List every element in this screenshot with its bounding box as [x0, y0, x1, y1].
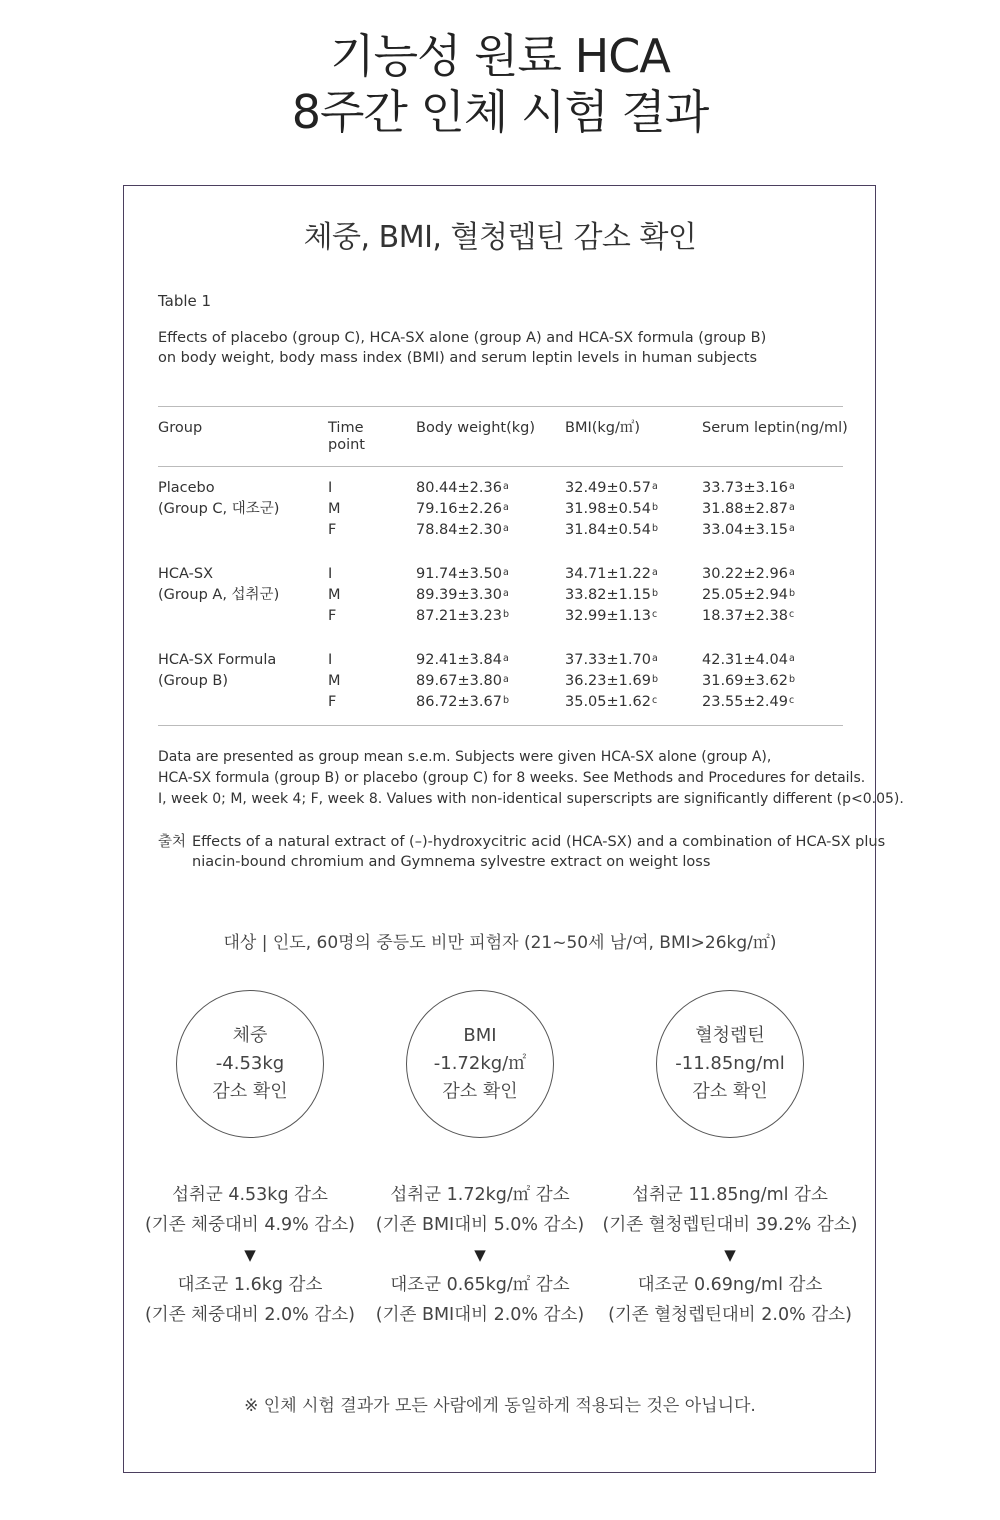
- superscript: a: [502, 481, 509, 492]
- time-point-cell: F: [328, 522, 337, 538]
- circle-leptin-value: -11.85ng/ml: [675, 1053, 785, 1074]
- value: 31.98±0.54: [565, 501, 651, 517]
- header-bmi: BMI(kg/㎡): [565, 420, 641, 436]
- compare-leptin-intake: 섭취군 11.85ng/ml 감소: [632, 1185, 828, 1205]
- time-point-cell: I: [328, 480, 333, 496]
- superscript: b: [788, 588, 795, 599]
- value: 34.71±1.22: [565, 566, 651, 582]
- compare-leptin-intake-pct: (기존 혈청렙틴대비 39.2% 감소): [602, 1215, 858, 1235]
- circle-leptin-note: 감소 확인: [692, 1081, 768, 1102]
- superscript: b: [502, 695, 509, 706]
- compare-leptin-control-pct: (기존 혈청렙틴대비 2.0% 감소): [608, 1305, 852, 1325]
- value: 32.99±1.13: [565, 608, 651, 624]
- group-name: HCA-SX: [158, 566, 213, 582]
- value: 92.41±3.84: [416, 652, 502, 668]
- body-weight-cell: [416, 520, 509, 541]
- circle-weight-title: 체중: [232, 1025, 268, 1046]
- superscript: a: [502, 567, 509, 578]
- superscript: c: [651, 609, 658, 620]
- source-text: [192, 832, 885, 872]
- table-caption-line1: Effects of placebo (group C), HCA-SX alone (group A) and HCA-SX formula (group B): [158, 330, 767, 346]
- body-weight-cell: [416, 585, 509, 606]
- table-bottom-rule: [158, 725, 843, 726]
- superscript: c: [788, 695, 795, 706]
- value: 32.49±0.57: [565, 480, 651, 496]
- value: 89.39±3.30: [416, 587, 502, 603]
- group-subname: (Group B): [158, 673, 229, 689]
- leptin-cell: [702, 499, 795, 520]
- table-note-line2: HCA-SX formula (group B) or placebo (group C) for 8 weeks. See Methods and Procedures for details.: [158, 770, 866, 786]
- value: 33.04±3.15: [702, 522, 788, 538]
- time-point-cell: I: [328, 566, 333, 582]
- value: 36.23±1.69: [565, 673, 651, 689]
- header-time-line2: point: [328, 437, 365, 453]
- body-weight-cell: [416, 671, 509, 692]
- table-caption: [158, 328, 858, 368]
- superscript: b: [651, 674, 658, 685]
- value: 86.72±3.67: [416, 694, 502, 710]
- superscript: a: [502, 523, 509, 534]
- leptin-cell: [702, 671, 795, 692]
- value: 31.88±2.87: [702, 501, 788, 517]
- subject-info: 대상 | 인도, 60명의 중등도 비만 피험자 (21~50세 남/여, BMI>26kg/㎡): [223, 933, 777, 953]
- page-title-line1: 기능성 원료 HCA: [330, 29, 670, 83]
- table-top-rule: [158, 406, 843, 407]
- value: 80.44±2.36: [416, 480, 502, 496]
- superscript: a: [788, 502, 795, 513]
- bmi-cell: [565, 585, 658, 606]
- bmi-cell: [565, 499, 658, 520]
- time-point-cell: M: [328, 587, 341, 603]
- body-weight-cell: [416, 499, 509, 520]
- table-note: [158, 747, 904, 810]
- table-header-rule: [158, 466, 843, 467]
- compare-leptin-control: 대조군 0.69ng/ml 감소: [637, 1275, 823, 1295]
- superscript: a: [502, 653, 509, 664]
- value: 23.55±2.49: [702, 694, 788, 710]
- time-point-cell: M: [328, 501, 341, 517]
- superscript: a: [651, 481, 658, 492]
- superscript: a: [502, 588, 509, 599]
- superscript: b: [651, 502, 658, 513]
- table-label: Table 1: [158, 292, 212, 310]
- time-point-cell: M: [328, 673, 341, 689]
- compare-weight-intake: 섭취군 4.53kg 감소: [172, 1185, 328, 1205]
- body-weight-cell: [416, 650, 509, 671]
- value: 91.74±3.50: [416, 566, 502, 582]
- superscript: a: [788, 481, 795, 492]
- body-weight-cell: [416, 478, 509, 499]
- value: 25.05±2.94: [702, 587, 788, 603]
- compare-bmi-control-pct: (기존 BMI대비 2.0% 감소): [375, 1305, 585, 1325]
- superscript: a: [788, 653, 795, 664]
- leptin-cell: [702, 564, 795, 585]
- circle-bmi-value: -1.72kg/㎡: [433, 1053, 527, 1074]
- time-point-cell: F: [328, 694, 337, 710]
- down-arrow-icon: ▼: [474, 1246, 486, 1264]
- group-name: HCA-SX Formula: [158, 652, 277, 668]
- circle-bmi: [406, 990, 554, 1138]
- compare-bmi-intake-pct: (기존 BMI대비 5.0% 감소): [375, 1215, 585, 1235]
- bmi-cell: [565, 692, 657, 713]
- compare-bmi-control: 대조군 0.65kg/㎡ 감소: [390, 1275, 570, 1295]
- header-serum-leptin: Serum leptin(ng/ml): [702, 420, 848, 436]
- bmi-cell: [565, 478, 658, 499]
- bmi-cell: [565, 671, 658, 692]
- table-note-line3: I, week 0; M, week 4; F, week 8. Values with non-identical superscripts are significantly different (p<0.05).: [158, 791, 904, 807]
- value: 87.21±3.23: [416, 608, 502, 624]
- value: 42.31±4.04: [702, 652, 788, 668]
- value: 30.22±2.96: [702, 566, 788, 582]
- superscript: b: [651, 523, 658, 534]
- circle-leptin-title: 혈청렙틴: [695, 1025, 765, 1046]
- superscript: b: [788, 674, 795, 685]
- circle-bmi-title: BMI: [463, 1025, 497, 1046]
- superscript: b: [651, 588, 658, 599]
- circle-leptin: [656, 990, 804, 1138]
- superscript: a: [788, 523, 795, 534]
- header-time-line1: Time: [328, 420, 364, 436]
- page-title: [0, 28, 1000, 140]
- leptin-cell: [702, 606, 794, 627]
- superscript: a: [651, 653, 658, 664]
- compare-bmi-intake: 섭취군 1.72kg/㎡ 감소: [390, 1185, 570, 1205]
- compare-weight-intake-pct: (기존 체중대비 4.9% 감소): [144, 1215, 356, 1235]
- down-arrow-icon: ▼: [724, 1246, 736, 1264]
- body-weight-cell: [416, 606, 509, 627]
- group-subname: (Group A, 섭취군): [158, 587, 280, 603]
- value: 33.73±3.16: [702, 480, 788, 496]
- value: 78.84±2.30: [416, 522, 502, 538]
- value: 18.37±2.38: [702, 608, 788, 624]
- table-caption-line2: on body weight, body mass index (BMI) and serum leptin levels in human subjects: [158, 350, 758, 366]
- circle-bmi-note: 감소 확인: [442, 1081, 518, 1102]
- value: 31.69±3.62: [702, 673, 788, 689]
- superscript: b: [502, 609, 509, 620]
- header-group: Group: [158, 420, 203, 436]
- time-point-cell: I: [328, 652, 333, 668]
- source-label: 출처: [158, 834, 187, 850]
- bmi-cell: [565, 650, 658, 671]
- header-body-weight: Body weight(kg): [416, 420, 536, 436]
- compare-weight-control-pct: (기존 체중대비 2.0% 감소): [144, 1305, 356, 1325]
- body-weight-cell: [416, 564, 509, 585]
- header-time-point: [328, 420, 365, 454]
- time-point-cell: F: [328, 608, 337, 624]
- superscript: a: [788, 567, 795, 578]
- leptin-cell: [702, 585, 795, 606]
- superscript: a: [502, 674, 509, 685]
- disclaimer: ※ 인체 시험 결과가 모든 사람에게 동일하게 적용되는 것은 아닙니다.: [244, 1396, 756, 1416]
- circle-weight: [176, 990, 324, 1138]
- value: 37.33±1.70: [565, 652, 651, 668]
- compare-leptin: [580, 1180, 880, 1330]
- circle-weight-note: 감소 확인: [212, 1081, 288, 1102]
- value: 33.82±1.15: [565, 587, 651, 603]
- bmi-cell: [565, 564, 658, 585]
- value: 79.16±2.26: [416, 501, 502, 517]
- section-title: 체중, BMI, 혈청렙틴 감소 확인: [303, 220, 697, 255]
- value: 31.84±0.54: [565, 522, 651, 538]
- group-subname: (Group C, 대조군): [158, 501, 280, 517]
- leptin-cell: [702, 692, 794, 713]
- group-name: Placebo: [158, 480, 215, 496]
- down-arrow-icon: ▼: [244, 1246, 256, 1264]
- leptin-cell: [702, 478, 795, 499]
- value: 35.05±1.62: [565, 694, 651, 710]
- body-weight-cell: [416, 692, 509, 713]
- leptin-cell: [702, 650, 795, 671]
- leptin-cell: [702, 520, 795, 541]
- source-line1: Effects of a natural extract of (–)-hydroxycitric acid (HCA-SX) and a combination of HCA-SX plus: [192, 834, 886, 850]
- table-note-line1: Data are presented as group mean s.e.m. Subjects were given HCA-SX alone (group A),: [158, 749, 772, 765]
- bmi-cell: [565, 606, 657, 627]
- superscript: c: [788, 609, 795, 620]
- circle-weight-value: -4.53kg: [215, 1053, 285, 1074]
- compare-weight-control: 대조군 1.6kg 감소: [177, 1275, 323, 1295]
- superscript: a: [651, 567, 658, 578]
- superscript: a: [502, 502, 509, 513]
- page-title-line2: 8주간 인체 시험 결과: [291, 85, 709, 139]
- superscript: c: [651, 695, 658, 706]
- source-line2: niacin-bound chromium and Gymnema sylvestre extract on weight loss: [192, 854, 711, 870]
- bmi-cell: [565, 520, 658, 541]
- value: 89.67±3.80: [416, 673, 502, 689]
